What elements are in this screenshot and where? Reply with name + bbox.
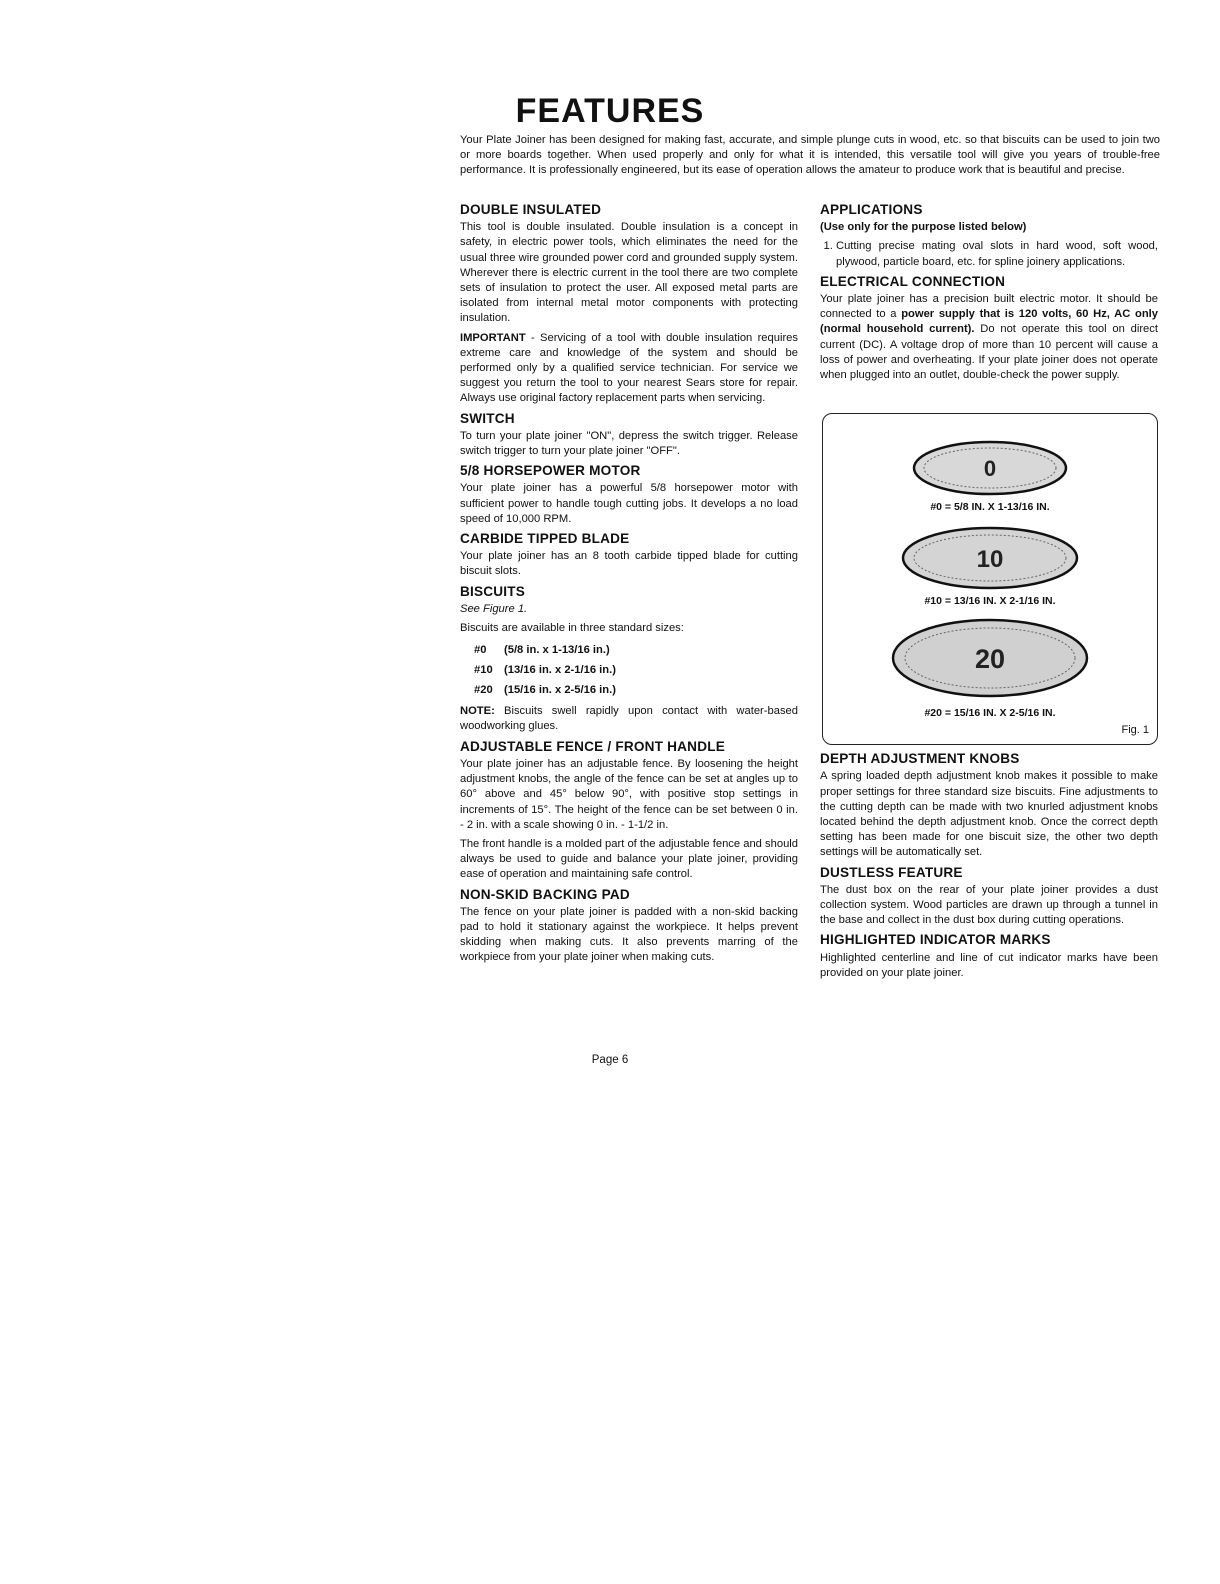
section-dustless bbox=[820, 865, 1158, 929]
section-heading: ADJUSTABLE FENCE / FRONT HANDLE bbox=[460, 738, 725, 754]
section-text: Your plate joiner has a precision built electric motor. It should be connected to a power supply that is 120 volts, 60 Hz, AC only (normal household current). Do not operate this tool on direct current (DC). A voltage drop of more than 10 percent will cause a loss of power and overheating. If your plate joiner does not operate when plugged into an outlet, double-check the power supply. bbox=[820, 293, 1158, 382]
section-biscuits bbox=[460, 584, 798, 735]
note-paragraph: NOTE: Biscuits swell rapidly upon contact with water-based woodworking glues. bbox=[460, 705, 798, 733]
biscuit-size-item: #20 (15/16 in. x 2-5/16 in.) bbox=[474, 684, 616, 697]
section-double-insulated bbox=[460, 202, 798, 407]
biscuit-caption: #20 = 15/16 IN. X 2-5/16 IN. bbox=[924, 707, 1056, 720]
biscuit-size-list bbox=[474, 640, 798, 700]
page-number: Page 6 bbox=[591, 1054, 629, 1066]
section-heading: DUSTLESS FEATURE bbox=[820, 864, 963, 880]
section-heading: 5/8 HORSEPOWER MOTOR bbox=[460, 463, 641, 479]
section-heading: BISCUITS bbox=[460, 583, 526, 599]
section-heading: DEPTH ADJUSTMENT KNOBS bbox=[820, 751, 1020, 767]
section-applications bbox=[820, 202, 1158, 270]
biscuit-0-illustration bbox=[912, 440, 1068, 496]
section-heading: CARBIDE TIPPED BLADE bbox=[460, 531, 630, 547]
section-heading: SWITCH bbox=[460, 410, 515, 426]
biscuit-figure bbox=[822, 413, 1158, 745]
section-text: To turn your plate joiner "ON", depress the switch trigger. Release switch trigger to turn your plate joiner "OFF". bbox=[460, 429, 798, 458]
important-paragraph bbox=[460, 331, 798, 407]
biscuit-20-illustration bbox=[890, 618, 1090, 698]
section-heading: ELECTRICAL CONNECTION bbox=[820, 273, 1006, 289]
left-column bbox=[460, 198, 798, 970]
biscuit-caption: #0 = 5/8 IN. X 1-13/16 IN. bbox=[930, 501, 1050, 514]
page-title: FEATURES bbox=[515, 92, 705, 130]
section-text: This tool is double insulated. Double insulation is a concept in safety, in electric power tools, which eliminates the need for the usual three wire grounded power cord and grounded supply system. Wherever there is electric current in the tool there are two complete sets of insulation to protect the user. All exposed metal parts are isolated from internal metal motor components with protecting insulation. bbox=[460, 221, 798, 325]
biscuit-size-item: #0 (5/8 in. x 1-13/16 in.) bbox=[474, 644, 610, 657]
section-heading: APPLICATIONS bbox=[820, 202, 923, 217]
biscuit-number-label: 0 bbox=[983, 456, 997, 482]
section-depth bbox=[820, 751, 1158, 860]
biscuit-size-item: #10 (13/16 in. x 2-1/16 in.) bbox=[474, 664, 616, 677]
section-backing-pad bbox=[460, 887, 798, 966]
section-text: A spring loaded depth adjustment knob makes it possible to make proper settings for three standard size biscuits. Fine adjustments to the cutting depth can be made with two knurled adjustment knobs located behind the depth adjustment knob. Once the correct depth setting has been made for one biscuit size, the other two depth settings will be automatically set. bbox=[820, 770, 1158, 859]
figure-reference: See Figure 1. bbox=[460, 602, 528, 615]
applications-subheading: (Use only for the purpose listed below) bbox=[820, 221, 1027, 234]
section-heading: NON-SKID BACKING PAD bbox=[460, 886, 630, 902]
biscuit-10-illustration bbox=[900, 526, 1080, 590]
biscuit-caption: #10 = 13/16 IN. X 2-1/16 IN. bbox=[924, 595, 1056, 608]
section-text: The fence on your plate joiner is padded with a non-skid backing pad to hold it stationary against the workpiece. It helps prevent skidding when making cuts. It also prevents marring of the workpiece from your plate joiner when making cuts. bbox=[460, 905, 798, 964]
biscuit-number-label: 20 bbox=[974, 644, 1006, 675]
section-text: Your plate joiner has an 8 tooth carbide tipped blade for cutting biscuit slots. bbox=[460, 550, 798, 578]
note-label: NOTE: bbox=[460, 705, 495, 718]
figure-label: Fig. 1 bbox=[1121, 724, 1149, 737]
section-text: Highlighted centerline and line of cut indicator marks have been provided on your plate joiner. bbox=[820, 951, 1158, 979]
section-text: The front handle is a molded part of the adjustable fence and should always be used to guide and balance your plate joiner, providing ease of operation and maintaining safe control. bbox=[460, 837, 798, 881]
biscuit-number-label: 10 bbox=[976, 546, 1004, 574]
section-text: Biscuits are available in three standard sizes: bbox=[460, 622, 684, 635]
section-text: Your plate joiner has a powerful 5/8 horsepower motor with sufficient power to handle tough cutting jobs. It develops a no load speed of 10,000 RPM. bbox=[460, 482, 798, 525]
section-fence bbox=[460, 739, 798, 883]
applications-list bbox=[820, 239, 1158, 269]
section-blade bbox=[460, 531, 798, 580]
section-heading: DOUBLE INSULATED bbox=[460, 202, 602, 217]
important-text: - Servicing of a tool with double insulation requires extreme care and knowledge of the system and should be performed only by a qualified service technician. For service we suggest you return the tool to your nearest Sears store for repair. Always use original factory replacement parts when servicing. bbox=[460, 331, 798, 405]
section-switch bbox=[460, 411, 798, 460]
section-text: The dust box on the rear of your plate joiner provides a dust collection system. Wood particles are drawn up through a tunnel in the base and collect in the dust box during cutting operations. bbox=[820, 883, 1158, 927]
important-label: IMPORTANT bbox=[460, 331, 526, 344]
section-heading: HIGHLIGHTED INDICATOR MARKS bbox=[820, 932, 1051, 948]
section-electrical bbox=[820, 274, 1158, 383]
intro-paragraph: Your Plate Joiner has been designed for making fast, accurate, and simple plunge cuts in wood, etc. so that biscuits can be used to join two or more boards together. When used properly and only for what it is intended, this versatile tool will give you years of trouble-free performance. It is professionally engineered, but its ease of operation allows the amateur to produce work that is beautiful and precise. bbox=[460, 134, 1160, 177]
list-item: 1. Cutting precise mating oval slots in hard wood, soft wood, plywood, particle board, etc. for spline joinery applications. bbox=[836, 239, 1158, 269]
right-column bbox=[820, 198, 1158, 985]
section-motor bbox=[460, 463, 798, 527]
section-text: Your plate joiner has an adjustable fence. By loosening the height adjustment knobs, the angle of the fence can be set at angles up to 60° above and 45° below 90°, with positive stop settings in increments of 15°. The height of the fence can be set between 0 in. - 2 in. with a scale showing 0 in. - 1-1/2 in. bbox=[460, 757, 798, 831]
section-indicator bbox=[820, 932, 1158, 981]
